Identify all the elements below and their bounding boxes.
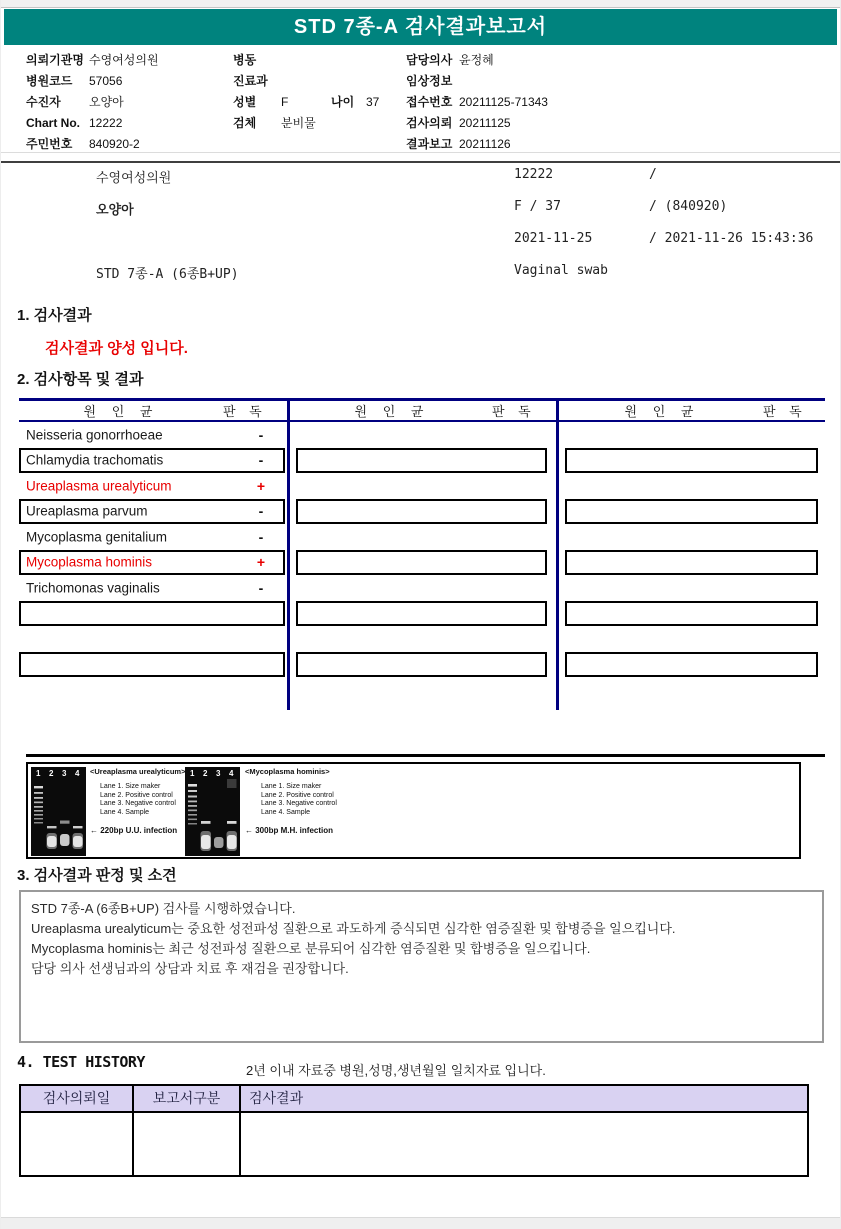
field-label: 병동 bbox=[233, 53, 257, 67]
field-label: Chart No. bbox=[26, 116, 80, 130]
header-field bbox=[406, 92, 706, 113]
svg-text:1: 1 bbox=[36, 769, 41, 778]
gel-image-2 bbox=[185, 767, 240, 856]
gel-lane-legend-line: Lane 3. Negative control bbox=[100, 800, 176, 807]
field-label: 검사의뢰 bbox=[406, 116, 453, 130]
organism-column-header: 원 인 균 bbox=[83, 404, 159, 419]
gel-panel bbox=[26, 762, 801, 859]
field-value: 20211125 bbox=[459, 116, 511, 130]
header-field bbox=[233, 50, 403, 71]
svg-text:2: 2 bbox=[49, 769, 54, 778]
organism-column-header: 원 인 균 bbox=[624, 404, 700, 419]
overall-result-text: 검사결과 양성 입니다. bbox=[45, 340, 188, 357]
result-column-header: 판 독 bbox=[223, 404, 267, 419]
history-header-cell: 검사의뢰일 bbox=[21, 1086, 134, 1111]
field-label: 담당의사 bbox=[406, 53, 453, 67]
history-note: 2년 이내 자료중 병원,성명,생년월일 일치자료 입니다. bbox=[246, 1063, 546, 1078]
history-cell bbox=[21, 1111, 134, 1175]
comment-line: STD 7종-A (6종B+UP) 검사를 시행하였습니다. bbox=[31, 901, 296, 916]
field-label: 나이 bbox=[331, 95, 355, 109]
organism-row bbox=[296, 652, 547, 678]
svg-text:1: 1 bbox=[190, 769, 195, 778]
header-field bbox=[233, 71, 403, 92]
organism-result: + bbox=[256, 554, 266, 571]
organism-row bbox=[565, 499, 818, 525]
section1-heading: 1. 검사결과 bbox=[17, 307, 92, 324]
header-field bbox=[233, 113, 403, 134]
gel-legend-1 bbox=[90, 767, 190, 835]
svg-text:4: 4 bbox=[229, 769, 234, 778]
organism-column-header: 원 인 균 bbox=[354, 404, 430, 419]
svg-text:3: 3 bbox=[216, 769, 221, 778]
comment-line: Ureaplasma urealyticum는 중요한 성전파성 질환으로 과도하게 증식되면 심각한 염증질환 및 합병증을 일으킵니다. bbox=[31, 921, 676, 936]
organism-result: - bbox=[258, 528, 264, 545]
column-divider bbox=[556, 398, 559, 710]
organism-row bbox=[565, 652, 818, 678]
organism-row bbox=[292, 626, 554, 652]
organism-row bbox=[561, 626, 825, 652]
results-column bbox=[19, 398, 285, 677]
organism-row bbox=[19, 550, 285, 576]
organism-row bbox=[296, 601, 547, 627]
header-info-column bbox=[406, 50, 706, 155]
gel-title: <Mycoplasma hominis> bbox=[245, 767, 330, 776]
field-value: 윤정혜 bbox=[459, 53, 494, 67]
field-value: 오양아 bbox=[89, 95, 124, 109]
results-column-header bbox=[561, 401, 825, 420]
gel-lane-legend bbox=[100, 783, 190, 817]
section3-heading: 3. 검사결과 판정 및 소견 bbox=[17, 867, 177, 884]
hospital-name: 수영여성의원 bbox=[96, 171, 172, 186]
comment-box bbox=[19, 890, 824, 1043]
gel-lane-legend-line: Lane 1. Size maker bbox=[100, 783, 161, 790]
history-cell bbox=[241, 1111, 807, 1175]
organism-row bbox=[292, 473, 554, 499]
report-title-banner bbox=[4, 9, 837, 45]
organism-row bbox=[19, 652, 285, 678]
organism-row bbox=[19, 575, 285, 601]
gel-lane-legend bbox=[261, 783, 360, 817]
organism-name: Ureaplasma urealyticum bbox=[26, 478, 172, 494]
history-cell bbox=[134, 1111, 241, 1175]
gel-section-rule bbox=[26, 754, 825, 757]
chart-number: 12222 bbox=[514, 167, 554, 182]
history-table bbox=[19, 1084, 809, 1177]
top-margin-strip bbox=[1, 0, 840, 8]
gel-image-1 bbox=[31, 767, 86, 856]
sex-age: F / 37 bbox=[514, 199, 561, 214]
gel-lane-legend-line: Lane 2. Positive control bbox=[261, 791, 334, 799]
specimen-type: Vaginal swab bbox=[514, 263, 608, 278]
history-empty-row bbox=[21, 1111, 807, 1175]
organism-row bbox=[561, 473, 825, 499]
field-label: 수진자 bbox=[26, 95, 61, 109]
gel-legend-2 bbox=[245, 767, 360, 835]
results-column-header bbox=[292, 401, 554, 420]
gel-band-label: ← 220bp U.U. infection bbox=[90, 826, 178, 835]
gel-band-label: ← 300bp M.H. infection bbox=[245, 826, 334, 835]
divider-rule bbox=[1, 161, 840, 163]
column-divider bbox=[287, 398, 290, 710]
field-label: 임상정보 bbox=[406, 74, 453, 88]
result-column-header: 판 독 bbox=[492, 404, 536, 419]
patient-name: 오양아 bbox=[96, 203, 134, 218]
field-value: 37 bbox=[366, 95, 380, 109]
organism-row bbox=[19, 473, 285, 499]
header-field bbox=[406, 113, 706, 134]
organism-row bbox=[19, 448, 285, 474]
header-field bbox=[26, 71, 231, 92]
field-value: 20211126 bbox=[459, 137, 511, 151]
header-field bbox=[406, 71, 706, 92]
history-header-cell: 검사결과 bbox=[241, 1086, 807, 1111]
organism-name: Mycoplasma hominis bbox=[26, 554, 153, 570]
field-label: 진료과 bbox=[233, 74, 268, 88]
organism-row bbox=[296, 550, 547, 576]
header-info-column bbox=[233, 50, 403, 134]
svg-text:4: 4 bbox=[75, 769, 80, 778]
organism-result: - bbox=[258, 579, 264, 596]
organism-row bbox=[296, 499, 547, 525]
organism-row bbox=[565, 550, 818, 576]
organism-row bbox=[292, 422, 554, 448]
organism-row bbox=[565, 601, 818, 627]
field-value: 수영여성의원 bbox=[89, 53, 159, 67]
organism-name: Neisseria gonorrhoeae bbox=[26, 427, 163, 443]
header-field bbox=[406, 50, 706, 71]
organism-row bbox=[19, 524, 285, 550]
field-value: 840920-2 bbox=[89, 137, 140, 151]
organism-row bbox=[561, 524, 825, 550]
field-value: 분비물 bbox=[281, 116, 316, 130]
history-header-row bbox=[21, 1086, 807, 1111]
organism-row bbox=[19, 499, 285, 525]
field-value: 12222 bbox=[89, 116, 123, 130]
header-field bbox=[26, 113, 231, 134]
report-title: STD 7종-A 검사결과보고서 bbox=[293, 16, 548, 38]
results-column-header bbox=[19, 401, 285, 420]
organism-row bbox=[292, 524, 554, 550]
history-header-cell: 보고서구분 bbox=[134, 1086, 241, 1111]
header-info-column bbox=[26, 50, 231, 155]
organism-row bbox=[565, 448, 818, 474]
report-datetime: / 2021-11-26 15:43:36 bbox=[649, 231, 814, 246]
gel-lane-legend-line: Lane 1. Size maker bbox=[261, 783, 322, 790]
organism-row bbox=[19, 601, 285, 627]
organism-row bbox=[561, 575, 825, 601]
results-column bbox=[292, 398, 554, 677]
field-label: 검체 bbox=[233, 116, 257, 130]
gel-lane-legend-line: Lane 3. Negative control bbox=[261, 800, 337, 807]
svg-text:3: 3 bbox=[62, 769, 67, 778]
gel-lane-legend-line: Lane 4. Sample bbox=[261, 808, 311, 816]
organism-row bbox=[19, 422, 285, 448]
gel-lane-legend-line: Lane 4. Sample bbox=[100, 808, 150, 816]
field-label: 성별 bbox=[233, 95, 257, 109]
section2-heading: 2. 검사항목 및 결과 bbox=[17, 371, 144, 388]
section4-heading: 4. TEST HISTORY bbox=[17, 1053, 145, 1071]
field-value: 20211125-71343 bbox=[459, 95, 548, 109]
organism-row bbox=[292, 575, 554, 601]
birth-id: / (840920) bbox=[649, 199, 728, 214]
gel-title: <Ureaplasma urealyticum> bbox=[90, 767, 186, 776]
field-label: 주민번호 bbox=[26, 137, 73, 151]
organism-name: Trichomonas vaginalis bbox=[26, 580, 160, 596]
organism-name: Ureaplasma parvum bbox=[26, 503, 148, 519]
comment-line: 담당 의사 선생님과의 상담과 치료 후 재검을 권장합니다. bbox=[31, 961, 349, 976]
organism-row bbox=[296, 448, 547, 474]
field-value: F bbox=[281, 95, 289, 109]
footer-bar bbox=[1, 1217, 840, 1229]
header-field bbox=[233, 92, 403, 113]
field-value: 57056 bbox=[89, 74, 123, 88]
field-label: 결과보고 bbox=[406, 137, 453, 151]
svg-text:2: 2 bbox=[203, 769, 208, 778]
test-name: STD 7종-A (6종B+UP) bbox=[96, 267, 239, 282]
slash-separator: / bbox=[649, 167, 657, 182]
result-column-header: 판 독 bbox=[763, 404, 807, 419]
header-field bbox=[26, 92, 231, 113]
organism-result: - bbox=[258, 426, 264, 443]
organism-row bbox=[19, 626, 285, 652]
comment-line: Mycoplasma hominis는 최근 성전파성 질환으로 분류되어 심각한 염증질환 및 합병증을 일으킵니다. bbox=[31, 941, 591, 956]
field-label: 접수번호 bbox=[406, 95, 453, 109]
field-label: 병원코드 bbox=[26, 74, 73, 88]
organism-result: - bbox=[258, 452, 264, 469]
field-label: 의뢰기관명 bbox=[26, 53, 84, 67]
gel-lane-legend-line: Lane 2. Positive control bbox=[100, 791, 173, 799]
organism-row bbox=[561, 422, 825, 448]
request-date: 2021-11-25 bbox=[514, 231, 593, 246]
organism-result: - bbox=[258, 503, 264, 520]
header-field bbox=[26, 50, 231, 71]
organism-name: Chlamydia trachomatis bbox=[26, 452, 164, 468]
header-info bbox=[1, 50, 840, 152]
organism-result: + bbox=[256, 477, 266, 494]
header-bottom-line bbox=[1, 152, 840, 153]
organism-name: Mycoplasma genitalium bbox=[26, 529, 168, 545]
results-table bbox=[19, 398, 825, 710]
results-column bbox=[561, 398, 825, 677]
